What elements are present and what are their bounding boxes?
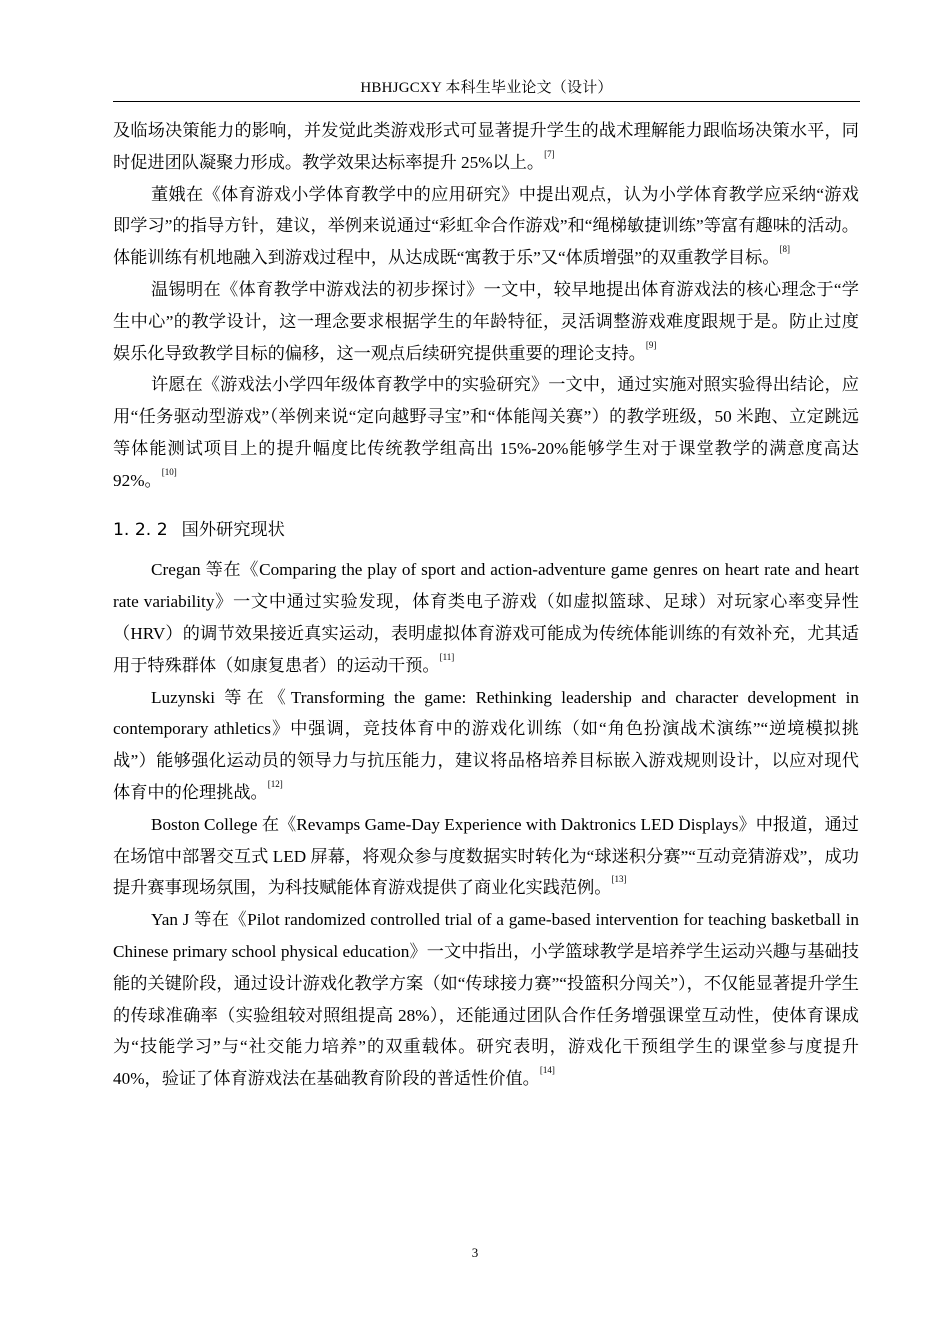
paragraph: Boston College 在《Revamps Game-Day Experience with Daktronics LED Displays》中报道，通过在场馆中部署交互式 LED 屏幕，将观众参与度数据实时转化为“球迷积分赛”“互动竞猜游戏”，成功提升赛事现场氛围，为科技赋能体育游戏提供了商业化实践范例。[13] xyxy=(113,814,859,898)
citation[interactable]: [8] xyxy=(779,244,790,255)
citation[interactable]: [9] xyxy=(645,339,657,350)
paragraph: Cregan 等在《Comparing the play of sport and action-adventure game genres on heart rate and heart rate variability》一文中通过实验发现，体育类电子游戏（如虚拟篮球、足球）对玩家心率变异性（HRV）的调节效果接近真实运动，表明虚拟体育游戏可能成为传统体能训练的有效补充，尤其适用于特殊群体（如康复患者）的运动干预。[11] xyxy=(113,560,859,675)
page-body xyxy=(113,115,859,1095)
citation[interactable]: [11] xyxy=(439,651,455,662)
section-number: 1. 2. 2 xyxy=(113,519,168,540)
paragraph: Yan J 等在《Pilot randomized controlled trial of a game-based intervention for teaching basketball in Chinese primary school physical education》一文中指出，小学篮球教学是培养学生运动兴趣与基础技能的关键阶段，通过设计游戏化教学方案（如“传球接力赛”“投篮积分闯关”），不仅能显著提升学生的传球准确率（实验组较对照组提高 28%），还能通过团队合作任务增强课堂互动性，使体育课成为“技能学习”与“社交能力培养”的双重载体。研究表明，游戏化干预组学生的课堂参与度提升 40%，验证了体育游戏法在基础教育阶段的普适性价值。[14] xyxy=(113,910,859,1089)
citation[interactable]: [10] xyxy=(161,466,177,477)
running-header: HBHJGCXY 本科生毕业论文（设计） xyxy=(360,80,613,96)
section-title: 国外研究现状 xyxy=(181,519,285,540)
citation[interactable]: [12] xyxy=(267,778,283,789)
section-heading xyxy=(113,515,859,547)
citation[interactable]: [14] xyxy=(539,1065,555,1076)
citation[interactable]: [7] xyxy=(544,148,555,159)
paragraph: 董娥在《体育游戏小学体育教学中的应用研究》中提出观点，认为小学体育教学应采纳“游戏即学习”的指导方针，建议，举例来说通过“彩虹伞合作游戏”和“绳梯敏捷训练”等富有趣味的活动。体能训练有机地融入到游戏过程中，从达成既“寓教于乐”又“体质增强”的双重教学目标。[8] xyxy=(113,184,859,268)
paragraph-continued: 及临场决策能力的影响，并发觉此类游戏形式可显著提升学生的战术理解能力跟临场决策水平，同时促进团队凝聚力形成。教学效果达标率提升 25%以上。[7] xyxy=(113,121,859,172)
paragraph: 温锡明在《体育教学中游戏法的初步探讨》一文中，较早地提出体育游戏法的核心理念于“学生中心”的教学设计，这一理念要求根据学生的年龄特征，灵活调整游戏难度跟规于是。防止过度娱乐化导致教学目标的偏移，这一观点后续研究提供重要的理论支持。[9] xyxy=(113,279,859,363)
paragraph: Luzynski 等在《Transforming the game: Rethinking leadership and character development in contemporary athletics》中强调，竞技体育中的游戏化训练（如“角色扮演战术演练”“逆境模拟挑战”）能够强化运动员的领导力与抗压能力，建议将品格培养目标嵌入游戏规则设计，以应对现代体育中的伦理挑战。[12] xyxy=(113,687,859,802)
header-rule xyxy=(113,101,860,102)
page-number: 3 xyxy=(471,1245,479,1260)
paragraph: 许愿在《游戏法小学四年级体育教学中的实验研究》一文中，通过实施对照实验得出结论，应用“任务驱动型游戏”（举例来说“定向越野寻宝”和“体能闯关赛”）的教学班级，50 米跑、立定跳远等体能测试项目上的提升幅度比传统教学组高出 15%-20%能够学生对于课堂教学的满意度高达 92%。[10] xyxy=(113,375,859,490)
citation[interactable]: [13] xyxy=(611,874,627,885)
